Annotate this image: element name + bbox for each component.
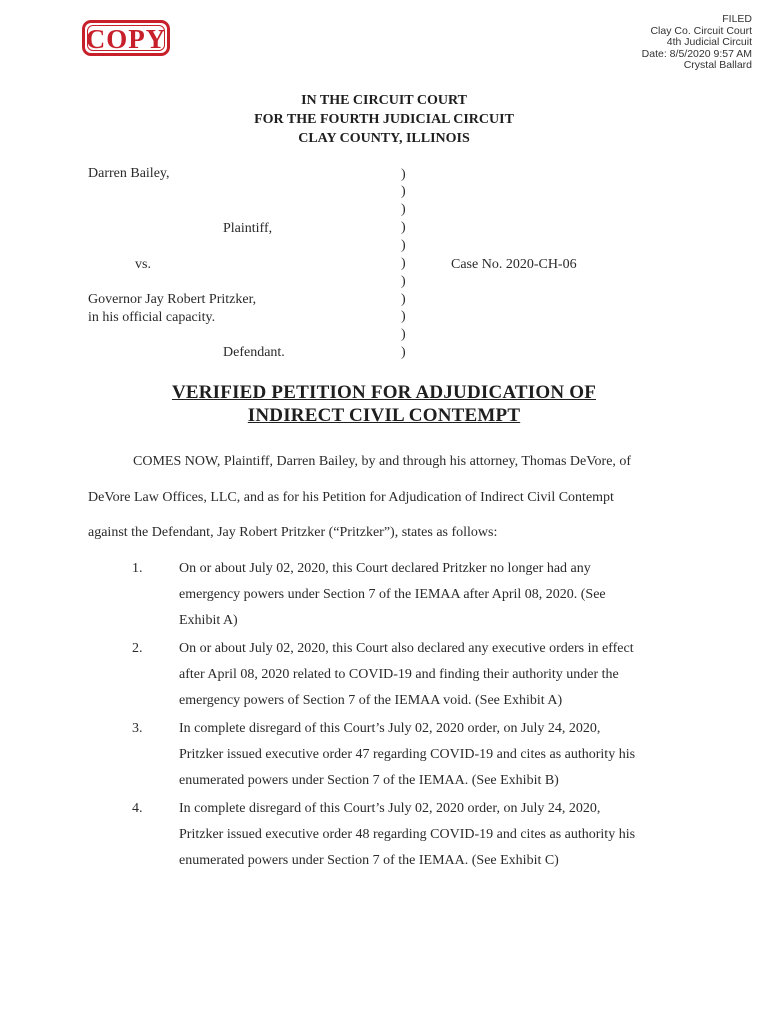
paragraph-number: 2.	[132, 641, 143, 656]
paragraph-number: 1.	[132, 561, 143, 576]
filed-stamp	[642, 14, 752, 72]
paragraph-line: enumerated powers under Section 7 of the IEMAA. (See Exhibit B)	[179, 773, 559, 788]
plaintiff-name: Darren Bailey,	[88, 166, 170, 181]
paragraph-number: 3.	[132, 721, 143, 736]
caption-paren: )	[401, 256, 406, 271]
filed-line: 4th Judicial Circuit	[666, 36, 752, 48]
intro-line: against the Defendant, Jay Robert Pritzker (“Pritzker”), states as follows:	[88, 525, 498, 540]
caption-paren: )	[401, 238, 406, 253]
paragraph-line: emergency powers of Section 7 of the IEMAA void. (See Exhibit A)	[179, 693, 563, 708]
court-heading-line: CLAY COUNTY, ILLINOIS	[298, 131, 470, 146]
caption-paren: )	[401, 167, 406, 182]
caption-paren: )	[401, 309, 406, 324]
copy-stamp	[82, 20, 170, 56]
caption-paren: )	[401, 345, 406, 360]
paragraph-line: enumerated powers under Section 7 of the IEMAA. (See Exhibit C)	[179, 853, 559, 868]
filed-line: Clay Co. Circuit Court	[650, 24, 752, 37]
paragraph-line: On or about July 02, 2020, this Court declared Pritzker no longer had any	[179, 561, 591, 576]
document-title-line: INDIRECT CIVIL CONTEMPT	[247, 405, 521, 426]
paragraph-line: after April 08, 2020 related to COVID-19 and finding their authority under the	[179, 667, 619, 682]
paragraph-line: In complete disregard of this Court’s July 02, 2020 order, on July 24, 2020,	[179, 801, 601, 816]
paragraph-line: Pritzker issued executive order 47 regarding COVID-19 and cites as authority his	[179, 747, 636, 762]
defendant-name: Governor Jay Robert Pritzker,	[88, 292, 257, 307]
defendant-role: Defendant.	[223, 345, 285, 360]
court-heading-line: IN THE CIRCUIT COURT	[301, 93, 467, 108]
filed-line: Crystal Ballard	[683, 59, 752, 71]
paragraph-line: On or about July 02, 2020, this Court also declared any executive orders in effect	[179, 641, 634, 656]
court-heading-line: FOR THE FOURTH JUDICIAL CIRCUIT	[254, 112, 514, 127]
paragraph-line: In complete disregard of this Court’s July 02, 2020 order, on July 24, 2020,	[179, 721, 601, 736]
intro-line: COMES NOW, Plaintiff, Darren Bailey, by and through his attorney, Thomas DeVore, of	[133, 454, 632, 469]
paragraph-line: Pritzker issued executive order 48 regarding COVID-19 and cites as authority his	[179, 827, 636, 842]
paragraph-line: Exhibit A)	[179, 613, 238, 628]
defendant-capacity: in his official capacity.	[88, 310, 216, 325]
filed-line: Date: 8/5/2020 9:57 AM	[641, 47, 752, 60]
caption-paren: )	[401, 292, 406, 307]
caption-paren: )	[401, 202, 406, 217]
document-title-line: VERIFIED PETITION FOR ADJUDICATION OF	[171, 382, 597, 403]
caption-paren: )	[401, 327, 406, 342]
case-number: Case No. 2020-CH-06	[451, 257, 577, 272]
versus-label: vs.	[135, 257, 151, 272]
copy-stamp-label: COPY	[85, 23, 167, 54]
caption-paren: )	[401, 274, 406, 289]
paragraph-number: 4.	[132, 801, 143, 816]
intro-line: DeVore Law Offices, LLC, and as for his Petition for Adjudication of Indirect Civil Contempt	[88, 490, 614, 505]
caption-paren: )	[401, 220, 406, 235]
caption-paren: )	[401, 184, 406, 199]
plaintiff-role: Plaintiff,	[223, 221, 273, 236]
filed-line: FILED	[722, 13, 752, 25]
paragraph-line: emergency powers under Section 7 of the IEMAA after April 08, 2020. (See	[179, 587, 606, 602]
